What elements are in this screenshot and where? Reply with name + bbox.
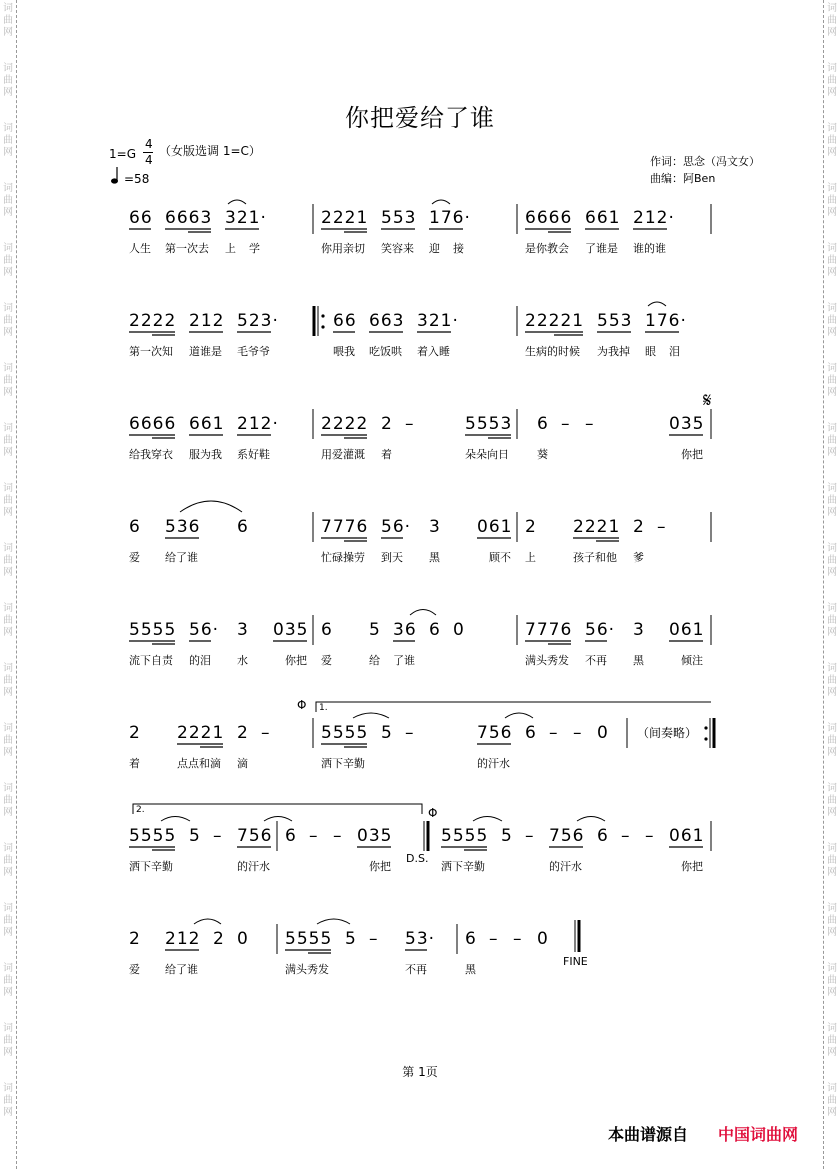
watermark-glyph: 词	[827, 963, 837, 974]
lyric-text: 学	[249, 242, 260, 255]
jianpu-note: 6	[429, 620, 441, 640]
lyric-text: 着	[129, 757, 140, 770]
lyric-text: 第一次知	[129, 345, 173, 358]
watermark-glyph: 网	[3, 387, 13, 398]
jianpu-note: 756	[477, 723, 513, 743]
watermark-glyph: 网	[3, 807, 13, 818]
jianpu-note: 2222	[129, 311, 177, 331]
watermark-glyph: 词	[3, 843, 13, 854]
watermark-glyph: 词	[827, 3, 837, 14]
jianpu-note: 2	[525, 517, 537, 537]
jianpu-note: 3	[633, 620, 645, 640]
watermark-glyph: 曲	[3, 75, 13, 86]
jianpu-note: 5555	[441, 826, 489, 846]
watermark-glyph: 网	[3, 1107, 13, 1118]
watermark-glyph: 曲	[827, 915, 837, 926]
jianpu-note: 536	[165, 517, 201, 537]
jianpu-note: 5	[369, 620, 381, 640]
watermark-glyph: 词	[827, 63, 837, 74]
watermark-glyph: 曲	[3, 495, 13, 506]
watermark-glyph: 曲	[3, 435, 13, 446]
watermark-glyph: 曲	[3, 795, 13, 806]
watermark-glyph: 曲	[3, 135, 13, 146]
jianpu-note: –	[405, 723, 415, 743]
tempo-value: =58	[124, 172, 150, 186]
jianpu-note: 2	[129, 723, 141, 743]
jianpu-note: 212	[189, 311, 225, 331]
jianpu-note: 212·	[633, 208, 675, 228]
watermark-glyph: 词	[827, 723, 837, 734]
jianpu-note: 2	[381, 414, 393, 434]
jianpu-note: 061	[669, 826, 705, 846]
ds-marking: D.S.	[406, 852, 429, 865]
jianpu-note: 3	[237, 620, 249, 640]
watermark-glyph: 词	[3, 663, 13, 674]
watermark-glyph: 词	[3, 783, 13, 794]
jianpu-note: 035	[669, 414, 705, 434]
jianpu-note: 6	[285, 826, 297, 846]
lyric-text: 上	[225, 242, 236, 255]
watermark-glyph: 词	[827, 183, 837, 194]
watermark-glyph: 网	[3, 327, 13, 338]
watermark-glyph: 曲	[3, 855, 13, 866]
ending-1-label: 1.	[319, 703, 328, 713]
jianpu-note: –	[585, 414, 595, 434]
lyric-text: 泪	[669, 345, 680, 358]
jianpu-note: 5555	[129, 826, 177, 846]
lyric-text: 爹	[633, 551, 644, 564]
watermark-glyph: 词	[3, 183, 13, 194]
jianpu-note: –	[333, 826, 343, 846]
watermark-glyph: 网	[827, 807, 837, 818]
lyric-text: 顾不	[489, 551, 511, 564]
watermark-glyph: 曲	[3, 615, 13, 626]
watermark-glyph: 词	[827, 603, 837, 614]
jianpu-note: 36	[393, 620, 417, 640]
jianpu-note: –	[261, 723, 271, 743]
watermark-glyph: 曲	[3, 735, 13, 746]
lyric-text: 洒下辛勤	[441, 860, 485, 873]
song-title: 你把爱给了谁	[345, 104, 495, 132]
lyric-text: 黑	[633, 654, 644, 667]
jianpu-note: –	[621, 826, 631, 846]
jianpu-note: 176·	[429, 208, 471, 228]
lyric-text: 给了谁	[165, 551, 198, 564]
lyric-text: 朵朵向日	[465, 448, 509, 461]
jianpu-note: –	[549, 723, 559, 743]
lyric-text: 接	[453, 242, 464, 255]
watermark-glyph: 网	[827, 267, 837, 278]
watermark-glyph: 词	[827, 843, 837, 854]
jianpu-note: 5	[189, 826, 201, 846]
watermark-glyph: 词	[3, 363, 13, 374]
jianpu-note: 321·	[417, 311, 459, 331]
watermark-glyph: 网	[827, 387, 837, 398]
lyric-text: 了谁	[393, 654, 415, 667]
jianpu-note: 2221	[177, 723, 225, 743]
lyric-text: 喂我	[333, 345, 355, 358]
jianpu-note: 0	[597, 723, 609, 743]
lyric-text: 服为我	[189, 448, 222, 461]
jianpu-note: –	[489, 929, 499, 949]
jianpu-note: –	[561, 414, 571, 434]
lyric-text: 迎	[429, 242, 440, 255]
key-signature: 1=G	[109, 147, 136, 161]
jianpu-note: 5	[501, 826, 513, 846]
watermark-glyph: 网	[3, 267, 13, 278]
watermark-glyph: 词	[3, 1083, 13, 1094]
jianpu-note: 0	[537, 929, 549, 949]
jianpu-note: 66	[129, 208, 153, 228]
jianpu-note: 5555	[285, 929, 333, 949]
lyric-text: 了谁是	[585, 242, 618, 255]
watermark-glyph: 网	[827, 867, 837, 878]
watermark-glyph: 网	[3, 567, 13, 578]
lyric-text: 为我掉	[597, 345, 630, 358]
lyric-text: 给	[369, 654, 380, 667]
jianpu-note: 061	[669, 620, 705, 640]
lyric-text: 第一次去	[165, 242, 209, 255]
watermark-glyph: 曲	[3, 675, 13, 686]
lyric-text: 满头秀发	[285, 963, 329, 976]
watermark-glyph: 曲	[3, 15, 13, 26]
watermark-glyph: 曲	[827, 735, 837, 746]
lyric-text: 着	[381, 448, 392, 461]
interlude-note: （间奏略）	[637, 726, 698, 740]
jianpu-note: 0	[237, 929, 249, 949]
lyric-text: 爱	[321, 654, 332, 667]
watermark-glyph: 词	[3, 123, 13, 134]
jianpu-note: 56·	[585, 620, 616, 640]
watermark-glyph: 词	[3, 963, 13, 974]
watermark-glyph: 词	[827, 783, 837, 794]
jianpu-note: 22221	[525, 311, 585, 331]
jianpu-note: 553	[597, 311, 633, 331]
fine-marking: FINE	[563, 955, 588, 968]
watermark-glyph: 曲	[827, 1095, 837, 1106]
watermark-glyph: 词	[827, 363, 837, 374]
watermark-glyph: 词	[3, 903, 13, 914]
lyric-text: 忙碌操劳	[321, 551, 365, 564]
lyric-text: 水	[237, 654, 248, 667]
jianpu-note: 663	[369, 311, 405, 331]
watermark-glyph: 网	[827, 567, 837, 578]
watermark-glyph: 词	[3, 243, 13, 254]
lyricist-credit: 作词：思念（冯文女）	[650, 155, 760, 168]
jianpu-note: 6	[537, 414, 549, 434]
jianpu-note: –	[369, 929, 379, 949]
jianpu-note: 66	[333, 311, 357, 331]
watermark-glyph: 网	[3, 987, 13, 998]
watermark-glyph: 曲	[3, 375, 13, 386]
watermark-glyph: 网	[3, 927, 13, 938]
jianpu-note: 6	[321, 620, 333, 640]
lyric-text: 用爱灌溉	[321, 448, 365, 461]
watermark-glyph: 网	[3, 447, 13, 458]
lyric-text: 给了谁	[165, 963, 198, 976]
jianpu-note: 553	[381, 208, 417, 228]
lyric-text: 你把	[369, 860, 391, 873]
watermark-glyph: 曲	[827, 795, 837, 806]
watermark-glyph: 网	[3, 207, 13, 218]
lyric-text: 你把	[285, 654, 307, 667]
lyric-text: 人生	[129, 242, 151, 255]
watermark-glyph: 网	[3, 147, 13, 158]
lyric-text: 给我穿衣	[129, 448, 173, 461]
watermark-glyph: 网	[827, 627, 837, 638]
lyric-text: 洒下辛勤	[129, 860, 173, 873]
jianpu-note: 2	[633, 517, 645, 537]
watermark-glyph: 词	[827, 243, 837, 254]
jianpu-note: 035	[273, 620, 309, 640]
jianpu-note: 5555	[129, 620, 177, 640]
jianpu-note: –	[213, 826, 223, 846]
composer-credit: 曲编：阿Ben	[650, 172, 716, 185]
jianpu-note: –	[309, 826, 319, 846]
watermark-glyph: 曲	[827, 495, 837, 506]
lyric-text: 爱	[129, 963, 140, 976]
jianpu-note: 6666	[129, 414, 177, 434]
watermark-glyph: 网	[827, 507, 837, 518]
jianpu-note: 2	[213, 929, 225, 949]
source-site: 中国词曲网	[718, 1125, 799, 1144]
jianpu-note: –	[525, 826, 535, 846]
watermark-glyph: 网	[827, 687, 837, 698]
jianpu-note: 6	[465, 929, 477, 949]
lyric-text: 眼	[645, 345, 656, 358]
watermark-glyph: 曲	[827, 555, 837, 566]
watermark-glyph: 曲	[827, 315, 837, 326]
jianpu-note: –	[657, 517, 667, 537]
lyric-text: 谁的谁	[633, 242, 666, 255]
watermark-glyph: 词	[3, 603, 13, 614]
jianpu-note: 756	[549, 826, 585, 846]
watermark-glyph: 词	[827, 123, 837, 134]
jianpu-note: 5	[345, 929, 357, 949]
watermark-glyph: 网	[827, 747, 837, 758]
jianpu-note: 661	[189, 414, 225, 434]
jianpu-note: 53·	[405, 929, 436, 949]
lyric-text: 点点和滴	[177, 757, 221, 770]
lyric-text: 孩子和他	[573, 551, 617, 564]
jianpu-note: 7776	[321, 517, 369, 537]
segno-sign: 𝄋	[703, 388, 712, 412]
watermark-glyph: 网	[3, 867, 13, 878]
lyric-text: 道谁是	[189, 345, 222, 358]
jianpu-note: 2221	[321, 208, 369, 228]
lyric-text: 系好鞋	[237, 448, 270, 461]
jianpu-note: –	[513, 929, 523, 949]
lyric-text: 黑	[429, 551, 440, 564]
watermark-glyph: 网	[827, 87, 837, 98]
jianpu-note: 2221	[573, 517, 621, 537]
watermark-glyph: 词	[827, 1083, 837, 1094]
jianpu-note: 6	[237, 517, 249, 537]
watermark-glyph: 曲	[3, 315, 13, 326]
coda-sign: Φ	[297, 698, 307, 712]
watermark-glyph: 网	[827, 927, 837, 938]
lyric-text: 不再	[405, 963, 427, 976]
watermark-glyph: 词	[827, 303, 837, 314]
watermark-glyph: 网	[827, 1107, 837, 1118]
jianpu-note: 56·	[189, 620, 220, 640]
watermark-glyph: 曲	[827, 1035, 837, 1046]
watermark-glyph: 曲	[827, 855, 837, 866]
watermark-glyph: 曲	[3, 1095, 13, 1106]
watermark-glyph: 词	[827, 903, 837, 914]
jianpu-note: 5553	[465, 414, 513, 434]
watermark-glyph: 网	[827, 207, 837, 218]
jianpu-note: 3	[429, 517, 441, 537]
watermark-glyph: 曲	[3, 915, 13, 926]
jianpu-note: 7776	[525, 620, 573, 640]
lyric-text: 毛爷爷	[237, 345, 270, 358]
jianpu-note: 5555	[321, 723, 369, 743]
watermark-glyph: 网	[827, 987, 837, 998]
watermark-glyph: 曲	[827, 435, 837, 446]
lyric-text: 生病的时候	[525, 345, 580, 358]
lyric-text: 着入睡	[417, 345, 450, 358]
watermark-glyph: 网	[3, 507, 13, 518]
watermark-glyph: 词	[3, 483, 13, 494]
lyric-text: 黑	[465, 963, 476, 976]
watermark-glyph: 曲	[3, 975, 13, 986]
lyric-text: 你用亲切	[321, 242, 365, 255]
watermark-glyph: 词	[827, 483, 837, 494]
watermark-glyph: 网	[3, 627, 13, 638]
watermark-glyph: 曲	[3, 1035, 13, 1046]
lyric-text: 滴	[237, 757, 248, 770]
watermark-glyph: 网	[3, 87, 13, 98]
watermark-glyph: 曲	[827, 675, 837, 686]
jianpu-note: 6	[597, 826, 609, 846]
jianpu-note: 212·	[237, 414, 279, 434]
jianpu-note: 061	[477, 517, 513, 537]
lyric-text: 流下自责	[129, 654, 173, 667]
watermark-glyph: 网	[827, 447, 837, 458]
coda-sign-2: Φ	[428, 806, 438, 820]
page-number: 第 1页	[402, 1065, 438, 1079]
lyric-text: 满头秀发	[525, 654, 569, 667]
watermark-glyph: 曲	[827, 195, 837, 206]
lyric-text: 你把	[681, 860, 703, 873]
jianpu-note: –	[405, 414, 415, 434]
time-signature-top: 4	[145, 137, 153, 151]
watermark-glyph: 词	[3, 423, 13, 434]
jianpu-note: 035	[357, 826, 393, 846]
watermark-glyph: 词	[827, 543, 837, 554]
watermark-glyph: 词	[3, 1023, 13, 1034]
jianpu-note: 2	[237, 723, 249, 743]
watermark-glyph: 网	[3, 27, 13, 38]
lyric-text: 是你教会	[525, 242, 569, 255]
watermark-glyph: 曲	[827, 255, 837, 266]
watermark-glyph: 词	[3, 303, 13, 314]
jianpu-note: 212	[165, 929, 201, 949]
lyric-text: 上	[525, 551, 536, 564]
watermark-glyph: 网	[827, 147, 837, 158]
jianpu-note: 756	[237, 826, 273, 846]
watermark-glyph: 网	[827, 1047, 837, 1058]
version-note: （女版选调 1=C）	[159, 144, 261, 158]
watermark-glyph: 曲	[3, 555, 13, 566]
lyric-text: 的汗水	[549, 860, 582, 873]
jianpu-note: 2222	[321, 414, 369, 434]
jianpu-note: 6663	[165, 208, 213, 228]
watermark-glyph: 曲	[3, 255, 13, 266]
lyric-text: 爱	[129, 551, 140, 564]
watermark-glyph: 曲	[827, 135, 837, 146]
jianpu-note: 6666	[525, 208, 573, 228]
watermark-glyph: 曲	[827, 615, 837, 626]
lyric-text: 的泪	[189, 654, 211, 667]
lyric-text: 的汗水	[237, 860, 270, 873]
watermark-glyph: 曲	[827, 15, 837, 26]
lyric-text: 笑容来	[381, 242, 414, 255]
lyric-text: 不再	[585, 654, 607, 667]
jianpu-note: 661	[585, 208, 621, 228]
watermark-glyph: 词	[827, 1023, 837, 1034]
watermark-glyph: 网	[827, 27, 837, 38]
watermark-glyph: 词	[827, 423, 837, 434]
watermark-glyph: 网	[3, 687, 13, 698]
ending-2-label: 2.	[136, 805, 145, 815]
lyric-text: 吃饭哄	[369, 345, 402, 358]
source-label: 本曲谱源自	[608, 1125, 689, 1144]
watermark-glyph: 网	[3, 1047, 13, 1058]
watermark-glyph: 网	[827, 327, 837, 338]
lyric-text: 倾注	[681, 654, 703, 667]
lyric-text: 到天	[381, 551, 403, 564]
watermark-glyph: 词	[3, 543, 13, 554]
jianpu-note: 56·	[381, 517, 412, 537]
watermark-glyph: 曲	[827, 975, 837, 986]
jianpu-note: 321·	[225, 208, 267, 228]
jianpu-note: 5	[381, 723, 393, 743]
jianpu-note: 2	[129, 929, 141, 949]
jianpu-note: –	[573, 723, 583, 743]
jianpu-note: 523·	[237, 311, 279, 331]
jianpu-note: 6	[129, 517, 141, 537]
watermark-glyph: 曲	[3, 195, 13, 206]
lyric-text: 葵	[537, 448, 548, 461]
jianpu-note: 176·	[645, 311, 687, 331]
jianpu-note: –	[645, 826, 655, 846]
jianpu-note: 0	[453, 620, 465, 640]
lyric-text: 洒下辛勤	[321, 757, 365, 770]
jianpu-note: 6	[525, 723, 537, 743]
watermark-glyph: 词	[3, 3, 13, 14]
watermark-glyph: 词	[3, 723, 13, 734]
time-signature-bottom: 4	[145, 153, 153, 167]
watermark-glyph: 曲	[827, 375, 837, 386]
watermark-glyph: 网	[3, 747, 13, 758]
watermark-glyph: 词	[3, 63, 13, 74]
watermark-glyph: 词	[827, 663, 837, 674]
watermark-glyph: 曲	[827, 75, 837, 86]
lyric-text: 你把	[681, 448, 703, 461]
lyric-text: 的汗水	[477, 757, 510, 770]
